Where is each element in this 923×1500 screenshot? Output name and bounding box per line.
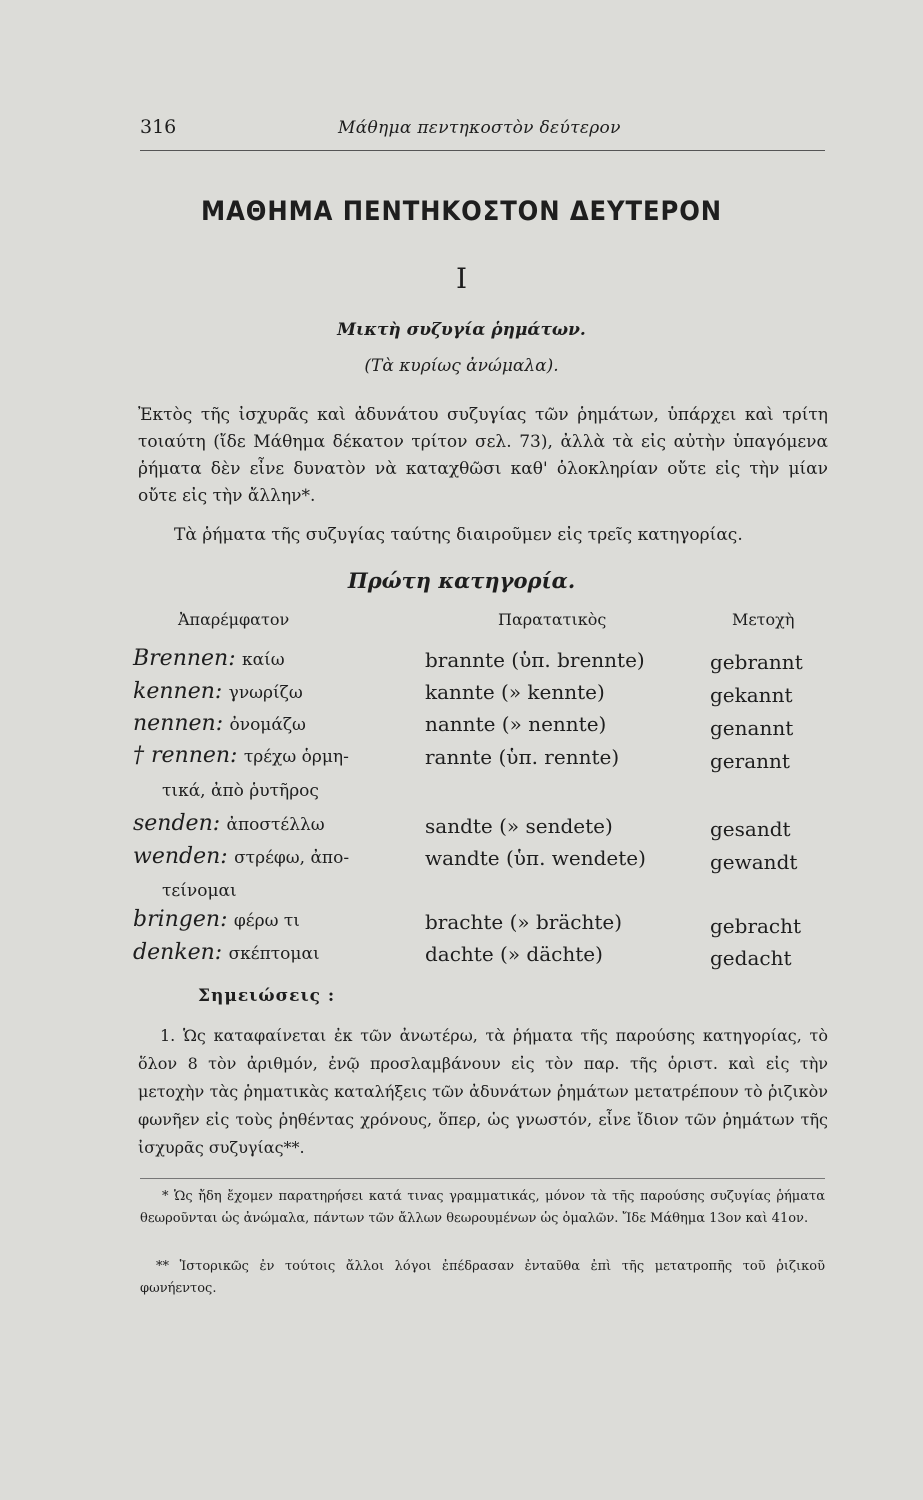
greek-meaning-line-1: στρέφω, ἀπο- xyxy=(234,848,350,868)
chapter-title: ΜΑΘΗΜΑ ΠΕΝΤΗΚΟΣΤΟΝ ΔΕΥΤΕΡΟΝ xyxy=(200,196,723,227)
intro-paragraph: Ἐκτὸς τῆς ἰσχυρᾶς καὶ ἀδυνάτου συζυγίας τῶν ῥημάτων, ὑπάρχει καὶ τρίτη τοιαύτη (ἴδε Μάθημα δέκατον τρίτον σελ. 73), ἀλλὰ τὰ εἰς αὐτὴν ὑπαγόμενα ῥήματα δὲν εἶνε δυνατὸν νὰ καταχθῶσι καθ' ὁλοκληρίαν οὔτε εἰς τὴν μίαν οὔτε εἰς τὴν ἄλλην*. xyxy=(138,405,828,506)
greek-meaning: σκέπτομαι xyxy=(228,944,320,964)
german-infinitive: denken: xyxy=(133,940,223,965)
table-row-infinitive xyxy=(133,679,303,704)
german-infinitive: † rennen: xyxy=(133,743,238,768)
german-infinitive: nennen: xyxy=(133,711,224,736)
footnote-2: ** Ἱστορικῶς ἐν τούτοις ἄλλοι λόγοι ἐπέδρασαν ἐνταῦθα ἐπὶ τῆς μετατροπῆς τοῦ ῥιζικοῦ φωνήεντος. xyxy=(140,1259,825,1296)
column-header-participle: Μετοχὴ xyxy=(732,610,795,629)
german-infinitive: senden: xyxy=(133,811,221,836)
table-row-imperfect: nannte (» nennte) xyxy=(425,712,607,736)
table-row-infinitive xyxy=(133,940,320,965)
greek-meaning-continuation: τικά, ἀπὸ ῥυτῆρος xyxy=(162,781,319,801)
table-row-participle: gebracht xyxy=(710,914,802,938)
table-row-participle: gerannt xyxy=(710,749,790,773)
table-row-infinitive xyxy=(133,711,306,736)
table-row-participle: gesandt xyxy=(710,817,791,841)
footnote-1: * Ὡς ἤδη ἔχομεν παρατηρήσει κατά τινας γραμματικάς, μόνον τὰ τῆς παρούσης συζυγίας ῥήματα θεωροῦνται ὡς ἀνώμαλα, πάντων τῶν ἄλλων θεωρουμένων ὡς ὁμαλῶν. Ἴδε Μάθημα 13ον καὶ 41ον. xyxy=(140,1189,825,1226)
greek-meaning-line-1: τρέχω ὁρμη- xyxy=(243,747,349,767)
page-number: 316 xyxy=(140,116,177,138)
greek-meaning: ἀποστέλλω xyxy=(226,815,325,835)
table-row-participle: gedacht xyxy=(710,946,792,970)
table-row-infinitive xyxy=(133,646,285,671)
table-row-participle: gewandt xyxy=(710,850,798,874)
category-heading: Πρώτη κατηγορία. xyxy=(347,568,576,593)
notes-heading: Σημειώσεις : xyxy=(198,986,336,1006)
table-row-participle: genannt xyxy=(710,716,794,740)
intro-paragraph-2: Τὰ ῥήματα τῆς συζυγίας ταύτης διαιροῦμεν εἰς τρεῖς κατηγορίας. xyxy=(174,525,743,545)
greek-meaning: φέρω τι xyxy=(233,911,300,931)
column-header-infinitive: Ἀπαρέμφατον xyxy=(178,610,290,629)
section-numeral: I xyxy=(455,262,468,295)
german-infinitive: bringen: xyxy=(133,907,228,932)
german-infinitive: wenden: xyxy=(133,844,228,869)
table-row-participle: gebrannt xyxy=(710,650,803,674)
table-row-infinitive xyxy=(133,907,300,932)
running-header xyxy=(140,116,825,151)
table-row-participle: gekannt xyxy=(710,683,793,707)
table-row-infinitive xyxy=(133,844,349,869)
table-row-infinitive xyxy=(133,811,325,836)
section-subtitle: Μικτὴ συζυγία ῥημάτων. xyxy=(337,320,586,340)
section-subtitle-note: (Τὰ κυρίως ἀνώμαλα). xyxy=(364,356,559,376)
table-row-imperfect: sandte (» sendete) xyxy=(425,814,613,838)
running-title: Μάθημα πεντηκοστὸν δεύτερον xyxy=(338,118,621,138)
table-row-imperfect: dachte (» dächte) xyxy=(425,942,603,966)
table-row-infinitive xyxy=(133,743,349,768)
greek-meaning: γνωρίζω xyxy=(228,683,303,703)
table-row-imperfect: kannte (» kennte) xyxy=(425,680,605,704)
german-infinitive: Brennen: xyxy=(133,646,236,671)
greek-meaning: ὀνομάζω xyxy=(229,715,306,735)
table-row-imperfect: brannte (ὑπ. brennte) xyxy=(425,648,645,672)
notes-paragraph xyxy=(138,1022,828,1162)
greek-meaning-continuation: τείνομαι xyxy=(162,881,237,901)
table-row-imperfect: rannte (ὑπ. rennte) xyxy=(425,745,620,769)
note-text: Ὡς καταφαίνεται ἐκ τῶν ἀνωτέρω, τὰ ῥήματα τῆς παρούσης κατηγορίας, τὸ ὅλον 8 τὸν ἀριθμόν, ἐνῷ προσλαμβάνουν εἰς τὸν παρ. τῆς ὁριστ. καὶ εἰς τὴν μετοχὴν τὰς ῥηματικὰς καταλήξεις τῶν ἀδυνάτων ῥημάτων μετατρέπουν τὸ ῥιζικὸν φωνῆεν εἰς τοὺς ῥηθέντας χρόνους, ὅπερ, ὡς γνωστόν, εἶνε ἴδιον τῶν ῥημάτων τῆς ἰσχυρᾶς συζυγίας**. xyxy=(138,1026,829,1157)
note-number: 1. xyxy=(160,1026,176,1045)
greek-meaning-line-2 xyxy=(162,877,237,901)
german-infinitive: kennen: xyxy=(133,679,223,704)
greek-meaning: καίω xyxy=(242,650,285,670)
table-row-imperfect: brachte (» brächte) xyxy=(425,910,623,934)
footnote-divider xyxy=(140,1178,825,1179)
greek-meaning-line-2 xyxy=(162,777,319,801)
table-row-imperfect: wandte (ὑπ. wendete) xyxy=(425,846,646,870)
column-header-imperfect: Παρατατικὸς xyxy=(498,610,607,629)
